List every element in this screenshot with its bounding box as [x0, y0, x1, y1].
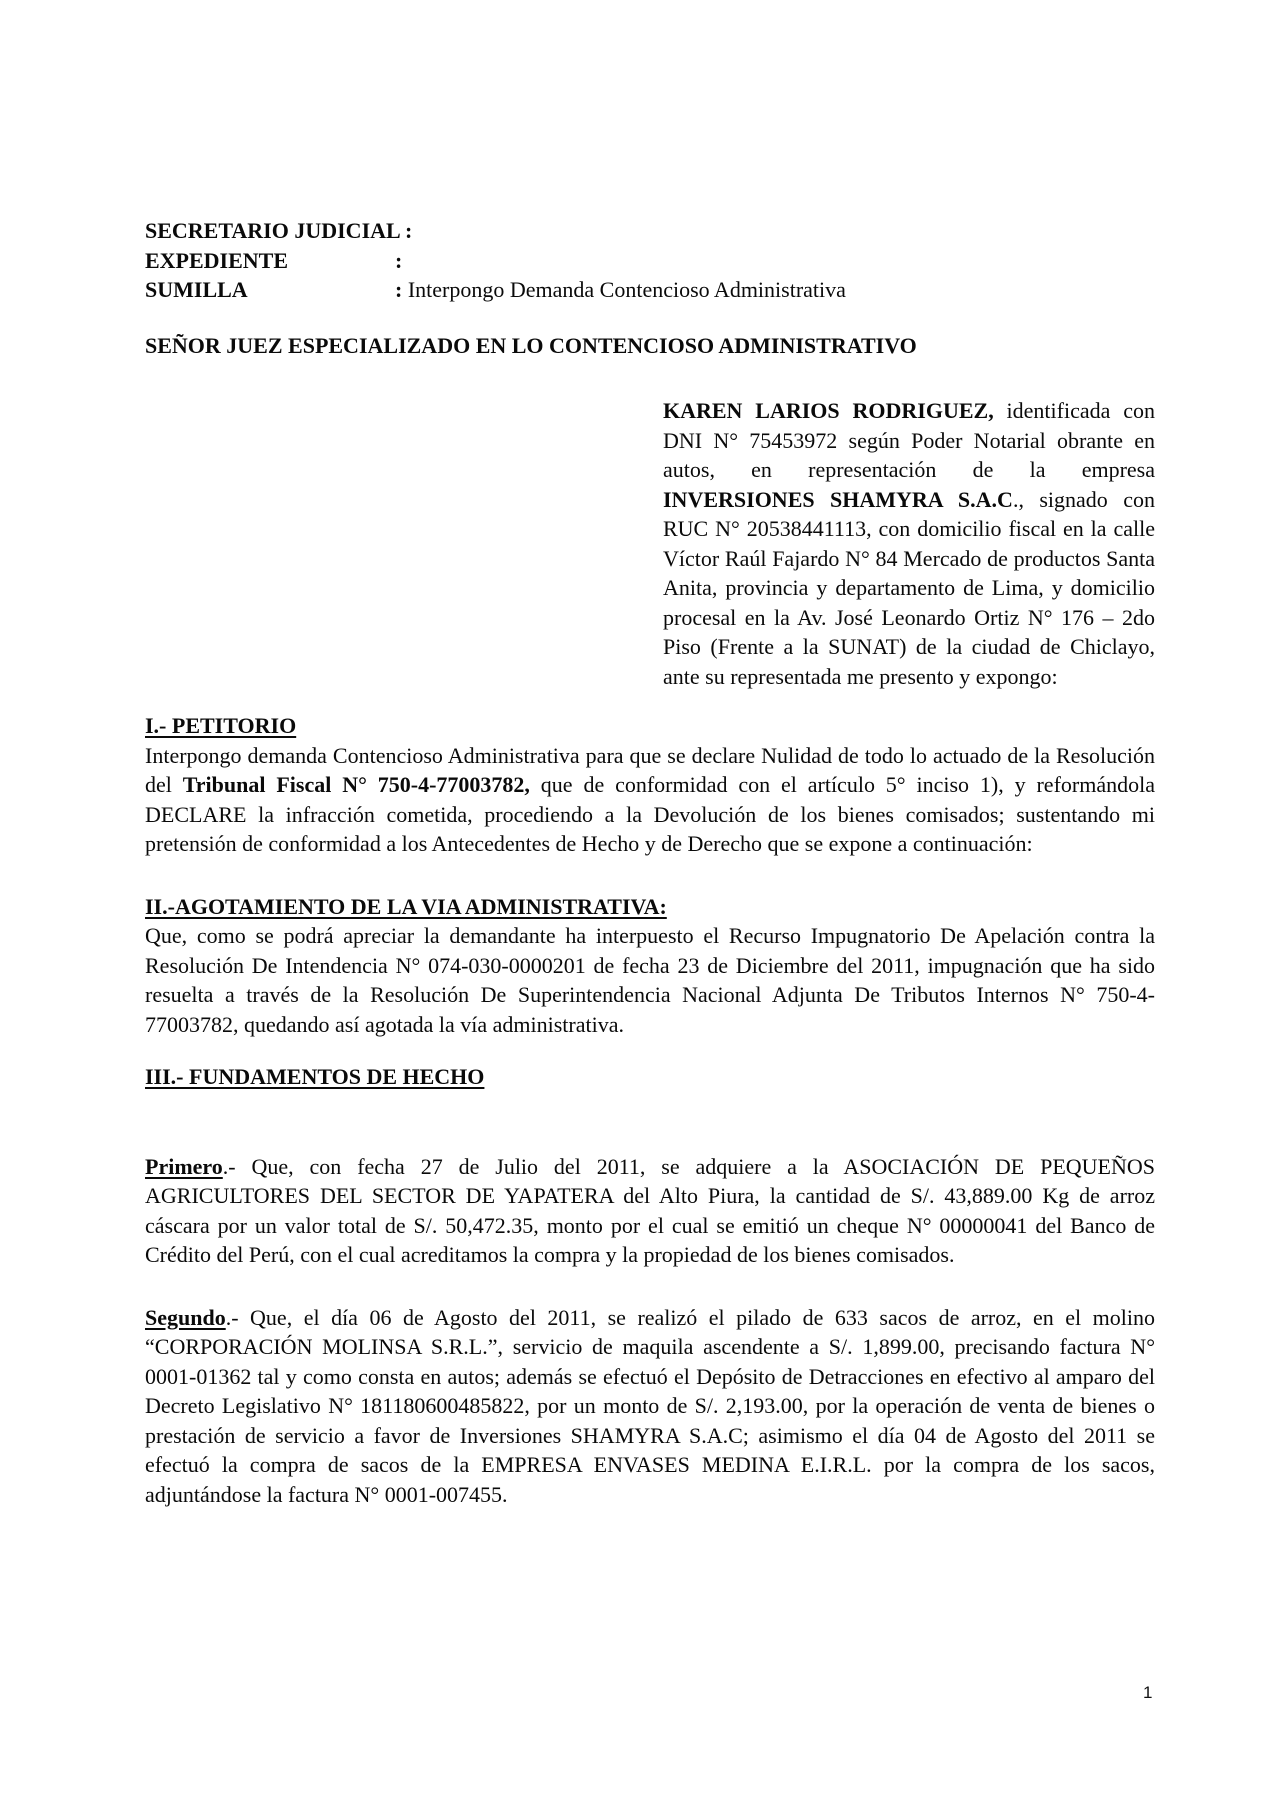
company-name: INVERSIONES SHAMYRA S.A.C [663, 486, 1013, 512]
secretario-judicial-label: SECRETARIO JUDICIAL : [145, 218, 413, 243]
section-fundamentos-heading-text: III.- FUNDAMENTOS DE HECHO [145, 1064, 485, 1089]
section-agotamiento-paragraph: Que, como se podrá apreciar la demandante ha interpuesto el Recurso Impugnatorio De Apelación contra la Resolución De Intendencia N° 074-030-0000201 de fecha 23 de Diciembre del 2011, impugnación que ha sido resuelta a través de la Resolución De Superintendencia Nacional Adjunta De Tributos Internos N° 750-4-77003782, quedando así agotada la vía administrativa. [145, 923, 1155, 1037]
fundamento-segundo-text: .- Que, el día 06 de Agosto del 2011, se realizó el pilado de 633 sacos de arroz, en el molino “CORPORACIÓN MOLINSA S.R.L.”, servicio de maquila ascendente a S/. 1,899.00, precisando factura N° 0001-01362 tal y como consta en autos; además se efectuó el Depósito de Detracciones en efectivo al amparo del Decreto Legislativo N° 181180600485822, por un monto de S/. 2,193.00, por la operación de venta de bienes o prestación de servicio a favor de Inversiones SHAMYRA S.A.C; asimismo el día 04 de Agosto del 2011 se efectuó la compra de sacos de la EMPRESA ENVASES MEDINA E.I.R.L. por la compra de los sacos, adjuntándose la factura N° 0001-007455. [145, 1304, 1155, 1507]
section-petitorio-heading-text: I.- PETITORIO [145, 713, 297, 738]
plaintiff-name: KAREN LARIOS RODRIGUEZ, [663, 398, 994, 423]
plaintiff-intro-text-1: identificada con DNI N° 75453972 según Poder Notarial obrante en autos, en representación de la empresa [663, 398, 1155, 482]
petitorio-text-1: Interpongo demanda Contencioso Administrativa para que se declare Nulidad de todo lo actuado de la Resolución del [145, 742, 1155, 797]
page-number: 1 [1143, 1683, 1153, 1702]
sumilla-line [145, 275, 1155, 305]
document-content [145, 216, 1155, 1509]
plaintiff-intro-block [663, 396, 1155, 691]
petitorio-resolution-number: Tribunal Fiscal N° 750-4-77003782, [182, 772, 530, 797]
plaintiff-intro-paragraph [663, 396, 1155, 691]
fundamento-primero-text: .- Que, con fecha 27 de Julio del 2011, se adquiere a la ASOCIACIÓN DE PEQUEÑOS AGRICULTORES DEL SECTOR DE YAPATERA del Alto Piura, la cantidad de S/. 43,889.00 Kg de arroz cáscara por un valor total de S/. 50,472.35, monto por el cual se emitió un cheque N° 00000041 del Banco de Crédito del Perú, con el cual acreditamos la compra y la propiedad de los bienes comisados. [145, 1153, 1155, 1267]
section-fundamentos-heading [145, 1062, 1155, 1092]
sumilla-value: Interpongo Demanda Contencioso Administrativa [402, 277, 846, 302]
addressee-heading: SEÑOR JUEZ ESPECIALIZADO EN LO CONTENCIOSO ADMINISTRATIVO [145, 332, 917, 358]
fundamento-segundo-label: Segundo [145, 1304, 226, 1330]
petitorio-text-2: que de conformidad con el artículo 5° inciso 1), y reformándola DECLARE la infracción cometida, procediendo a la Devolución de los bienes comisados; sustentando mi pretensión de conformidad a los Antecedentes de Hecho y de Derecho que se expone a continuación: [145, 772, 1155, 856]
sumilla-label: SUMILLA [145, 277, 248, 302]
fundamento-primero-paragraph [145, 1152, 1155, 1270]
section-agotamiento-heading-text: II.-AGOTAMIENTO DE LA VIA ADMINISTRATIVA: [145, 893, 667, 919]
secretario-judicial-line [145, 216, 1155, 246]
case-header-block [145, 216, 1155, 305]
expediente-colon: : [395, 247, 403, 273]
fundamento-segundo-paragraph [145, 1303, 1155, 1510]
section-agotamiento-heading [145, 892, 1155, 922]
plaintiff-intro-text-2: ., signado con RUC N° 20538441113, con domicilio fiscal en la calle Víctor Raúl Fajardo N° 84 Mercado de productos Santa Anita, provincia y departamento de Lima, y domicilio procesal en la Av. José Leonardo Ortiz N° 176 – 2do Piso (Frente a la SUNAT) de la ciudad de Chiclayo, ante su representada me presento y expongo: [663, 486, 1155, 689]
section-petitorio-paragraph [145, 741, 1155, 859]
expediente-label: EXPEDIENTE [145, 247, 289, 273]
expediente-line [145, 246, 1155, 276]
sumilla-colon: : [395, 277, 403, 302]
fundamento-primero-label: Primero [145, 1153, 223, 1179]
section-petitorio-heading [145, 711, 1155, 741]
